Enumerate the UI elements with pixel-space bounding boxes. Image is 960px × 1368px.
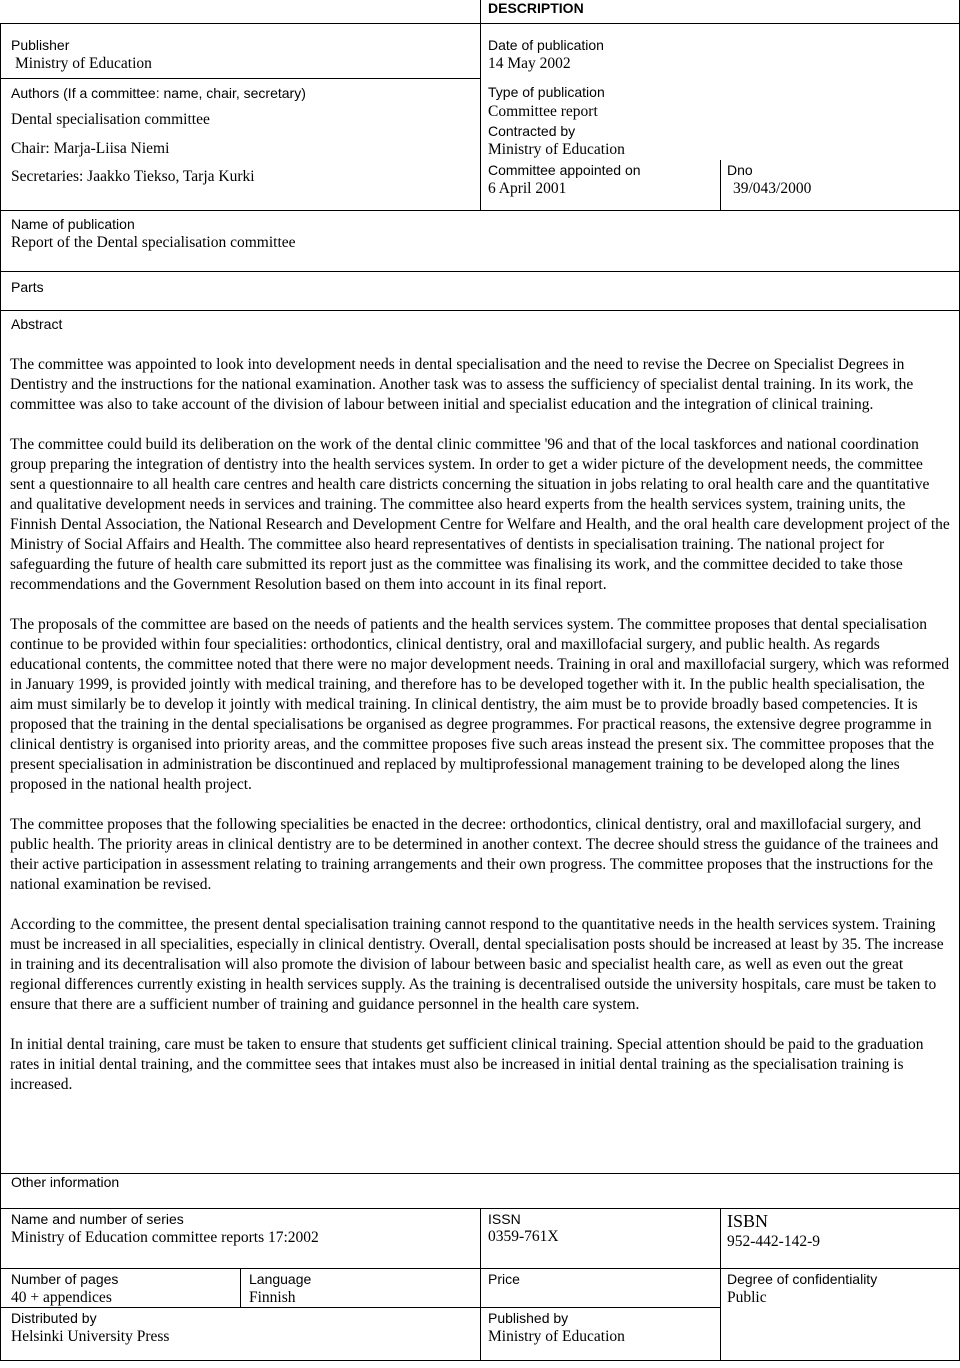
abstract-paragraph: The committee could build its deliberation on the work of the dental clinic committee '96 and that of the local taskforces and national coordination group preparing the integration of dentistry into the health services system. In order to get a wider picture of the development needs, the committee sent a questionnaire to all health care centres and health care districts concerning the situation in jobs relating to oral health care and the quantitative and qualitative development needs in services and training. The committee also heard experts from the health services system, training units, the Finnish Dental Association, the National Research and Development Centre for Welfare and Health, and the oral health care development project of the Ministry of Social Affairs and Health. The committee also heard representatives of dentists in specialisation training. The national project for safeguarding the future of health care submitted its report just as the committee was finalising its work, and the committee decided to take those recommendations and the Government Resolution based on them into account in its final report. — [10, 436, 950, 593]
date-label: Date of publication — [488, 37, 604, 53]
pages-value: 40 + appendices — [11, 1289, 112, 1306]
divider — [480, 1307, 720, 1308]
issn-label: ISSN — [488, 1211, 521, 1227]
abstract-paragraph: The committee proposes that the following specialities be enacted in the decree: orthodontics, clinical dentistry, oral and maxillofacial surgery, and public health. The priority areas in clinical dentistry are to be determined in another context. The decree should stress the guidance of the trainees and their active participation in assessment relating to training arrangements and their own progress. The committee proposes that the instructions for the national examination be revised. — [10, 816, 939, 893]
divider — [480, 1208, 481, 1360]
confidentiality-label: Degree of confidentiality — [727, 1271, 878, 1287]
divider — [0, 1307, 480, 1308]
abstract-paragraph: According to the committee, the present dental specialisation training cannot respond to the quantitative needs in the health services system. Training must be increased in all specialities, especially in clinical dentistry. Overall, dental specialisation posts should be increased at least by 35. The increase in training and its decentralisation will also promote the division of labour between basic and specialist health care, as well as even out the great regional differences currently existing in health services supply. As the training is decentralised outside the university hospitals, care must be taken to ensure that there are a sufficient number of training and guidance personnel in the health care system. — [10, 916, 944, 1013]
authors-committee: Dental specialisation committee — [11, 111, 210, 128]
divider — [0, 23, 1, 1360]
distributed-label: Distributed by — [11, 1310, 97, 1326]
description-title: DESCRIPTION — [488, 0, 584, 16]
distributed-value: Helsinki University Press — [11, 1328, 170, 1345]
name-value: Report of the Dental specialisation committee — [11, 234, 296, 251]
divider — [480, 0, 481, 210]
isbn-label: ISBN — [727, 1211, 769, 1231]
series-label: Name and number of series — [11, 1211, 184, 1227]
authors-label: Authors (If a committee: name, chair, secretary) — [11, 85, 306, 101]
abstract-paragraph: The proposals of the committee are based on the needs of patients and the health services system. The committee proposes that dental specialisation continue to be provided within four specialities: orthodontics, clinical dentistry, oral and maxillofacial surgery, and public health. As regards educational contents, the committee noted that there were no major development needs. Training in oral and maxillofacial surgery, which was reformed in January 1999, is provided jointly with medical training, and therefore has to be developed together with it. In the public health specialisation, the aim must similarly be to develop it jointly with medical training. In clinical dentistry, the aim must be to provide broadly based competencies. It is proposed that the training in the dental specialisations be organised as degree programmes. For practical reasons, the extensive degree programme in clinical dentistry is organised into priority areas, and the committee proposes five such areas instead the present six. The committee proposes that the present specialisation in administration be discontinued and replaced by multiprofessional management training to be developed along the lines proposed in the national health project. — [10, 616, 950, 793]
abstract-label: Abstract — [11, 316, 63, 332]
appointed-value: 6 April 2001 — [488, 180, 567, 197]
isbn-value: 952-442-142-9 — [727, 1233, 820, 1250]
publisher-label: Publisher — [11, 37, 70, 53]
published-value: Ministry of Education — [488, 1328, 625, 1345]
authors-secretaries: Secretaries: Jaakko Tiekso, Tarja Kurki — [11, 168, 255, 185]
divider — [720, 160, 721, 210]
divider — [0, 1173, 960, 1174]
divider — [0, 1360, 960, 1361]
divider — [0, 78, 480, 79]
contracted-value: Ministry of Education — [488, 141, 625, 158]
language-label: Language — [249, 1271, 312, 1287]
divider — [0, 310, 960, 311]
divider — [0, 210, 960, 211]
divider — [0, 271, 960, 272]
date-value: 14 May 2002 — [488, 55, 571, 72]
dno-value: 39/043/2000 — [733, 180, 812, 197]
published-label: Published by — [488, 1310, 569, 1326]
appointed-label: Committee appointed on — [488, 162, 641, 178]
type-value: Committee report — [488, 103, 598, 120]
series-value: Ministry of Education committee reports 17:2002 — [11, 1229, 319, 1246]
parts-label: Parts — [11, 279, 44, 295]
issn-value: 0359-761X — [488, 1228, 559, 1245]
dno-label: Dno — [727, 162, 753, 178]
divider — [720, 1208, 721, 1360]
pages-label: Number of pages — [11, 1271, 119, 1287]
abstract-body — [10, 355, 950, 1095]
language-value: Finnish — [249, 1289, 296, 1306]
contracted-label: Contracted by — [488, 123, 576, 139]
other-info-label: Other information — [11, 1174, 120, 1190]
abstract-paragraph: The committee was appointed to look into development needs in dental specialisation and the need to revise the Decree on Specialist Degrees in Dentistry and the instructions for the national examination. Another task was to assess the sufficiency of specialist dental training. In its work, the committee was also to take account of the division of labour between initial and specialist education and the integration of clinical training. — [10, 356, 914, 413]
price-label: Price — [488, 1271, 520, 1287]
authors-chair: Chair: Marja-Liisa Niemi — [11, 140, 170, 157]
publisher-value: Ministry of Education — [15, 55, 152, 72]
confidentiality-value: Public — [727, 1289, 767, 1306]
name-label: Name of publication — [11, 216, 135, 232]
type-label: Type of publication — [488, 84, 605, 100]
divider — [240, 1268, 241, 1307]
abstract-paragraph: In initial dental training, care must be taken to ensure that students get sufficient clinical training. Special attention should be paid to the graduation rates in initial dental training, and the committee sees that intakes must also be increased in initial dental training as the specialisation training is increased. — [10, 1036, 924, 1093]
